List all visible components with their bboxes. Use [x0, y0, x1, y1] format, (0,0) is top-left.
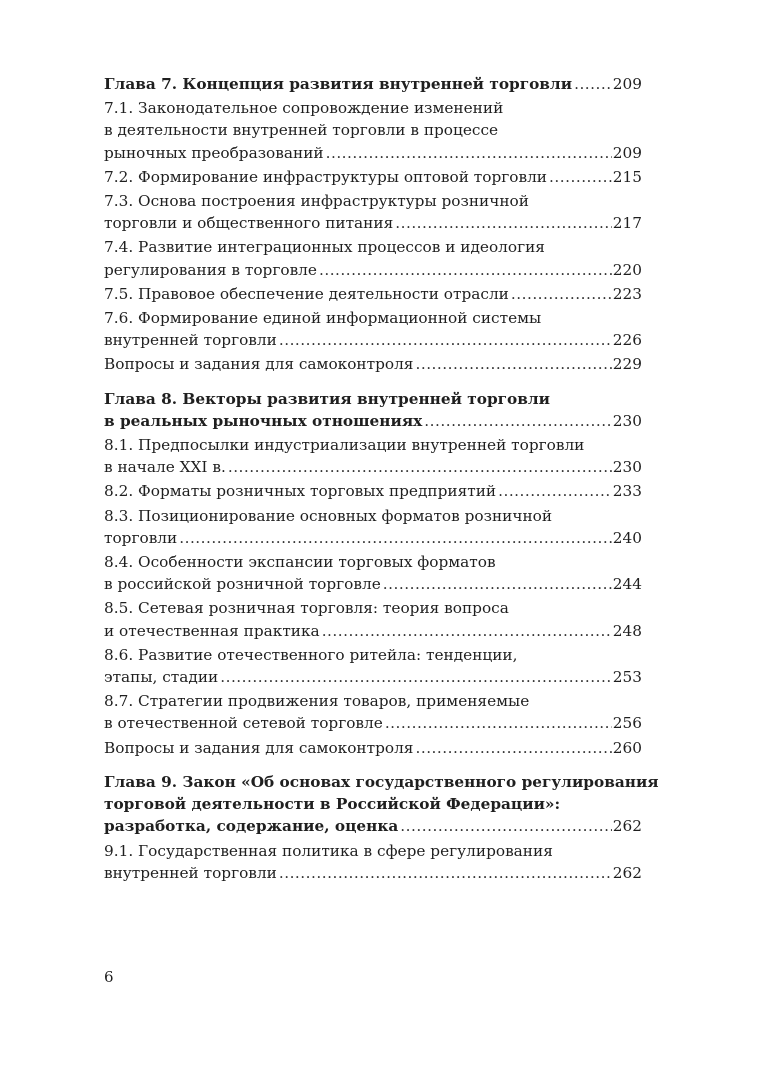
dot-leader — [319, 259, 612, 281]
toc-entry-title-line: регулирования в торговле — [104, 260, 317, 279]
toc-entry-title-line: Глава 8. Векторы развития внутренней торговли — [104, 389, 550, 408]
toc-entry-last-line — [104, 142, 642, 164]
toc-page-number: 230 — [612, 411, 642, 430]
toc-entry-title-line: в реальных рыночных отношениях — [104, 411, 423, 430]
toc-section-entry — [104, 434, 642, 478]
toc-entry-title-line: 7.1. Законодательное сопровождение изменений — [104, 99, 504, 118]
toc-entry-last-line — [104, 73, 642, 95]
dot-leader — [511, 283, 612, 305]
dot-leader — [179, 527, 612, 549]
toc-page-number: 209 — [612, 75, 642, 93]
toc-entry-title-line: 9.1. Государственная политика в сфере регулирования — [104, 841, 553, 860]
dot-leader — [279, 329, 612, 351]
toc-section-entry — [104, 505, 642, 549]
toc-page-number: 229 — [612, 355, 642, 374]
toc-page-number: 256 — [612, 714, 642, 733]
toc-entry-title-line: 8.5. Сетевая розничная торговля: теория вопроса — [104, 599, 509, 618]
toc-page-number: 253 — [612, 668, 642, 687]
toc-entry-title-line: внутренней торговли — [104, 863, 277, 882]
toc-entry-title-line: Глава 7. Концепция развития внутренней торговли — [104, 75, 573, 93]
toc-entry-title-line: и отечественная практика — [104, 621, 320, 640]
toc-entry-title-line: рыночных преобразований — [104, 143, 324, 162]
dot-leader — [415, 737, 611, 759]
toc-entry-title-line: 8.3. Позиционирование основных форматов розничной — [104, 506, 553, 525]
toc-entry-last-line — [104, 456, 642, 478]
toc-section-entry — [104, 690, 642, 734]
toc-entry-title-line: 8.2. Форматы розничных торговых предприятий — [104, 482, 497, 501]
toc-section-entry — [104, 166, 642, 188]
dot-leader — [424, 410, 612, 432]
toc-page-number: 215 — [612, 167, 642, 186]
toc-entry-title-line: 7.5. Правовое обеспечение деятельности отрасли — [104, 284, 509, 303]
toc-page-number: 233 — [612, 482, 642, 501]
toc-page-number: 260 — [612, 738, 642, 757]
toc-entry-last-line — [104, 527, 642, 549]
toc-section-entry — [104, 551, 642, 595]
toc-entry-last-line — [104, 353, 642, 375]
dot-leader — [220, 666, 612, 688]
toc-page-number: 223 — [612, 284, 642, 303]
page-number: 6 — [104, 968, 114, 986]
dot-leader — [400, 815, 612, 837]
dot-leader — [574, 73, 612, 95]
toc-entry-title-line: 7.4. Развитие интеграционных процессов и идеология — [104, 238, 545, 257]
dot-leader — [498, 480, 612, 502]
toc-section-entry — [104, 840, 642, 884]
toc-page-number: 220 — [612, 260, 642, 279]
dot-leader — [415, 353, 611, 375]
toc-chapter-entry — [104, 388, 642, 432]
toc-section-entry — [104, 97, 642, 164]
toc-entry-last-line — [104, 259, 642, 281]
toc-entry-title-line: этапы, стадии — [104, 668, 219, 687]
toc-entry-last-line — [104, 573, 642, 595]
toc-entry-last-line — [104, 737, 642, 759]
dot-leader — [326, 142, 612, 164]
toc-entry-title-line: торговли и общественного питания — [104, 214, 394, 233]
toc-entry-title-line: 8.7. Стратегии продвижения товаров, применяемые — [104, 692, 530, 711]
toc-entry-last-line — [104, 862, 642, 884]
toc-page-number: 209 — [612, 143, 642, 162]
toc-page-number: 226 — [612, 331, 642, 350]
dot-leader — [279, 862, 612, 884]
toc-entry-title-line: 7.6. Формирование единой информационной системы — [104, 309, 542, 328]
toc-section-entry — [104, 190, 642, 234]
toc-section-entry — [104, 597, 642, 641]
toc-section-entry — [104, 353, 642, 375]
toc-section-entry — [104, 737, 642, 759]
dot-leader — [549, 166, 612, 188]
toc-page-number: 262 — [612, 817, 642, 836]
toc-page-number: 244 — [612, 575, 642, 594]
toc-entry-title-line: в начале XXI в. — [104, 458, 226, 477]
toc-entry-title-line: разработка, содержание, оценка — [104, 817, 399, 836]
dot-leader — [383, 573, 612, 595]
toc-section-entry — [104, 644, 642, 688]
toc-entry-last-line — [104, 620, 642, 642]
toc-section-entry — [104, 480, 642, 502]
dot-leader — [322, 620, 612, 642]
toc-entry-title-line: 7.2. Формирование инфраструктуры оптовой торговли — [104, 167, 548, 186]
toc-entry-title-line: Вопросы и задания для самоконтроля — [104, 738, 414, 757]
toc-page-number: 262 — [612, 863, 642, 882]
toc-entry-last-line — [104, 480, 642, 502]
toc-entry-title-line: 7.3. Основа построения инфраструктуры розничной — [104, 192, 529, 211]
toc-page-number: 240 — [612, 528, 642, 547]
toc-entry-title-line: 8.4. Особенности экспансии торговых форматов — [104, 553, 496, 572]
dot-leader — [395, 212, 612, 234]
toc-chapter-entry — [104, 771, 659, 838]
toc-entry-last-line — [104, 410, 642, 432]
toc-section-entry — [104, 236, 642, 280]
toc-page-number: 230 — [612, 458, 642, 477]
toc-entry-last-line — [104, 815, 642, 837]
toc-entry-title-line: в деятельности внутренней торговли в процессе — [104, 121, 499, 140]
toc-entry-title-line: в отечественной сетевой торговле — [104, 714, 383, 733]
toc-entry-last-line — [104, 712, 642, 734]
table-of-contents — [104, 73, 659, 886]
dot-leader — [228, 456, 612, 478]
toc-section-entry — [104, 283, 642, 305]
dot-leader — [385, 712, 612, 734]
toc-entry-last-line — [104, 166, 642, 188]
toc-chapter-entry — [104, 73, 642, 95]
toc-entry-title-line: внутренней торговли — [104, 331, 277, 350]
toc-entry-title-line: 8.6. Развитие отечественного ритейла: тенденции, — [104, 645, 518, 664]
toc-entry-last-line — [104, 666, 642, 688]
toc-entry-title-line: торговой деятельности в Российской Федерации»: — [104, 795, 561, 814]
toc-entry-title-line: Вопросы и задания для самоконтроля — [104, 355, 414, 374]
toc-entry-title-line: 8.1. Предпосылки индустриализации внутренней торговли — [104, 436, 585, 455]
toc-entry-title-line: в российской розничной торговле — [104, 575, 381, 594]
toc-entry-title-line: торговли — [104, 528, 178, 547]
toc-entry-last-line — [104, 283, 642, 305]
toc-section-entry — [104, 307, 642, 351]
toc-page-number: 248 — [612, 621, 642, 640]
toc-entry-last-line — [104, 212, 642, 234]
toc-entry-last-line — [104, 329, 642, 351]
toc-entry-title-line: Глава 9. Закон «Об основах государственного регулирования — [104, 772, 659, 791]
toc-page-number: 217 — [612, 214, 642, 233]
